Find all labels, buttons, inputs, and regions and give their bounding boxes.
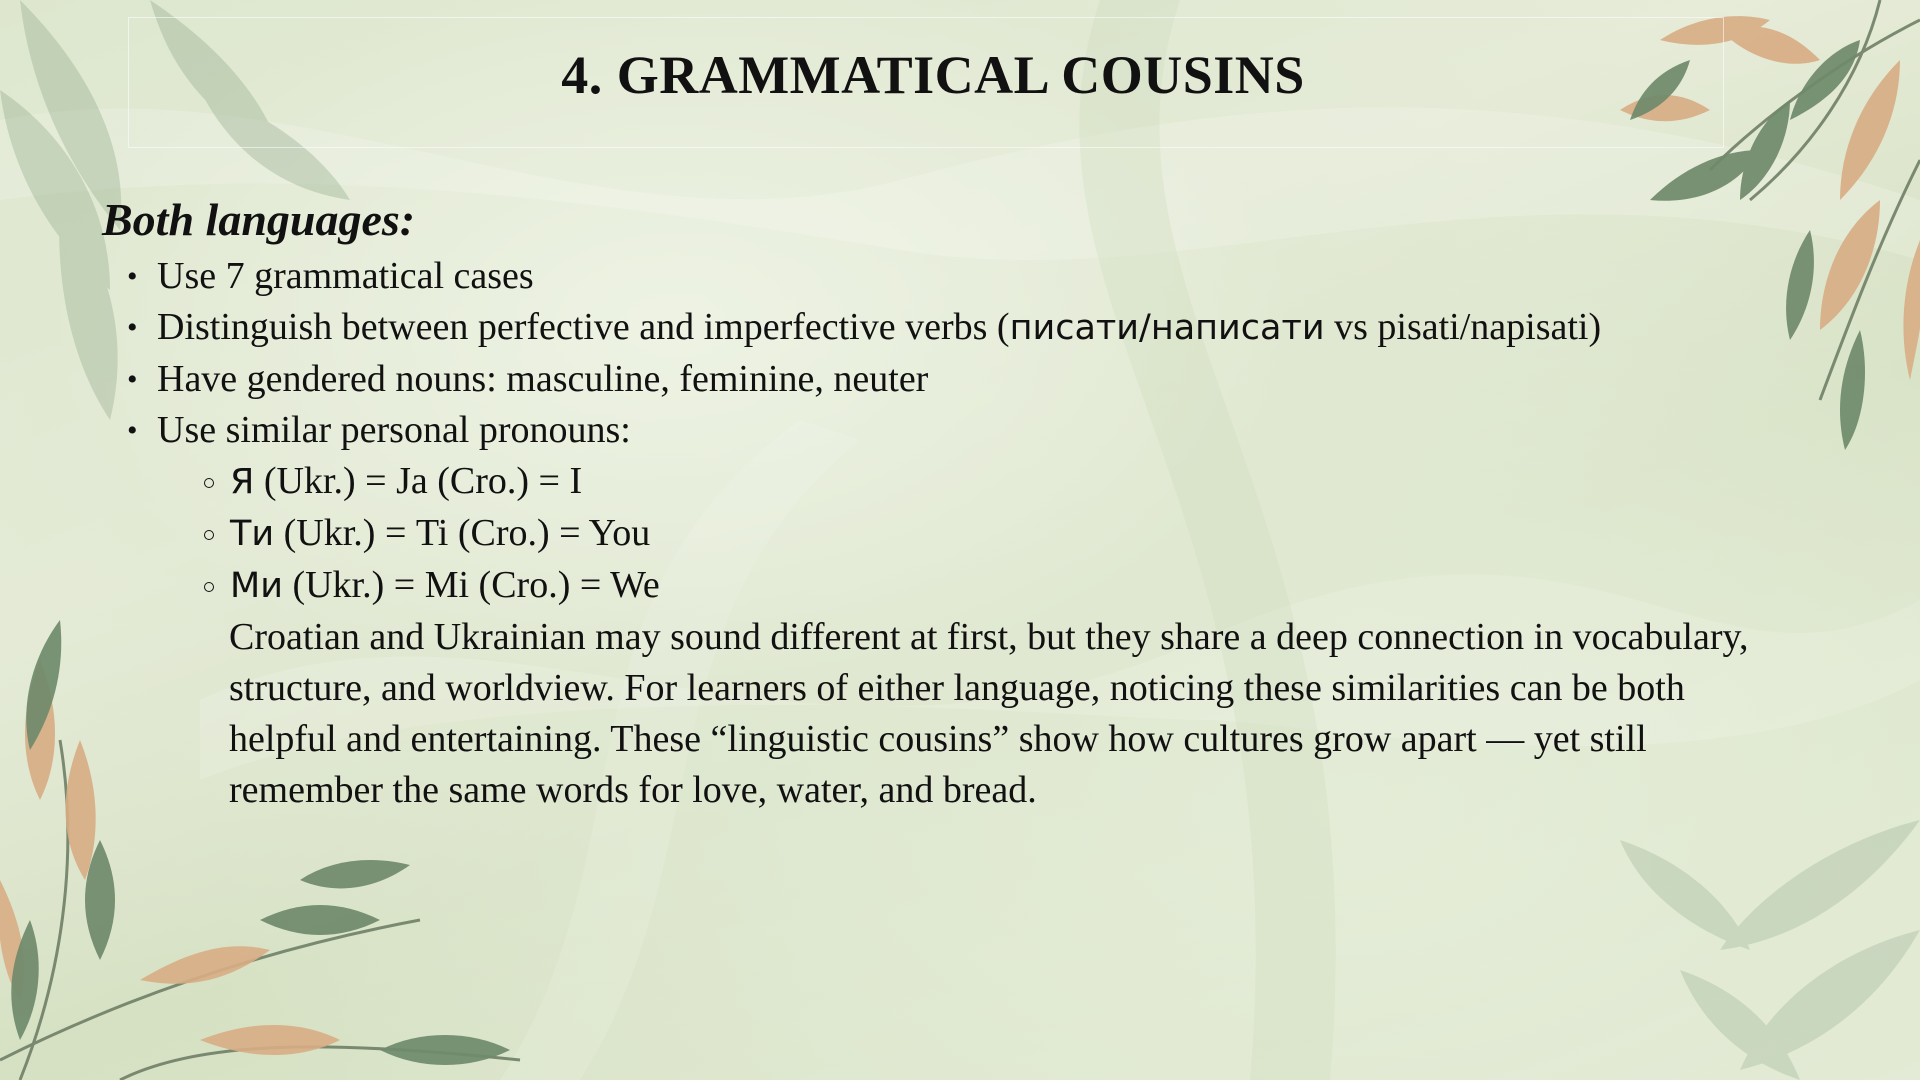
- bullet-gender: • Have gendered nouns: masculine, feminine, neuter: [157, 354, 1742, 405]
- latin-verb-pair: vs pisati/napisati): [1324, 306, 1602, 348]
- cyrillic-verb-pair: писати/написати: [1009, 308, 1325, 348]
- closing-paragraph: Croatian and Ukrainian may sound different at first, but they share a deep connection in vocabulary, structure, and worldview. For learners of either language, noticing these similarities can be both helpful and entertaining. These “linguistic cousins” show how cultures grow apart — yet still remember the same words for love, water, and bread.: [229, 616, 1749, 811]
- pronoun-item: [230, 456, 1742, 508]
- bullet-list: [102, 251, 1742, 612]
- bullet-verb-aspect: [157, 302, 1742, 354]
- slide-content: [102, 190, 1749, 816]
- pronoun-ukr: Ти: [230, 514, 275, 554]
- pronoun-item: [230, 508, 1742, 560]
- bullet-pronouns: [157, 405, 1742, 612]
- pronoun-equivalence: (Ukr.) = Ja (Cro.) = I: [254, 460, 583, 502]
- pronoun-item: [230, 560, 1742, 612]
- bullet-cases: • Use 7 grammatical cases: [157, 251, 1742, 302]
- pronoun-equivalence: (Ukr.) = Ti (Cro.) = You: [274, 512, 651, 554]
- pronoun-ukr: Ми: [230, 566, 283, 606]
- slide-title: 4. GRAMMATICAL COUSINS: [561, 45, 1305, 105]
- pronoun-equivalence: (Ukr.) = Mi (Cro.) = We: [282, 564, 660, 606]
- bullet-verb-aspect-text: Distinguish between perfective and imperfective verbs (: [157, 306, 1010, 348]
- pronoun-ukr: Я: [230, 462, 255, 502]
- bullet-pronouns-text: Use similar personal pronouns:: [157, 409, 631, 451]
- leaves-bottom-right-decoration: [1500, 780, 1920, 1080]
- section-heading: Both languages:: [102, 194, 416, 245]
- pronoun-list: [157, 456, 1742, 612]
